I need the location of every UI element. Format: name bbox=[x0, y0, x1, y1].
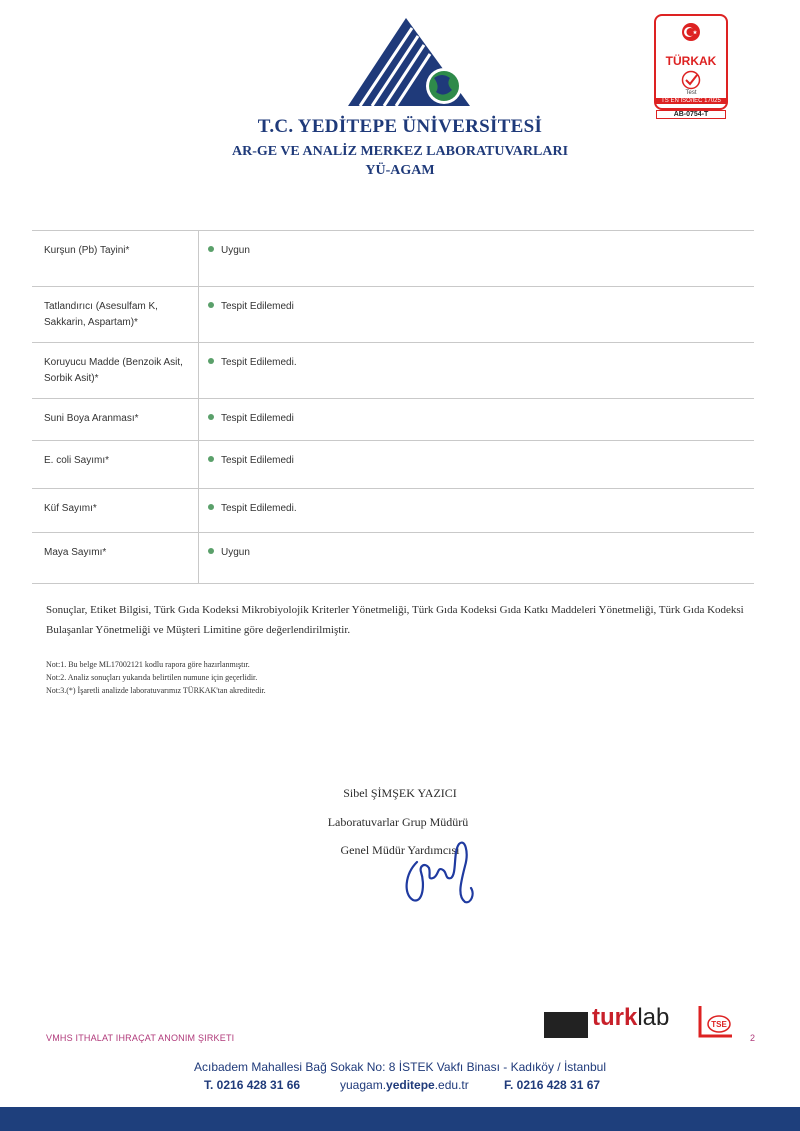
table-row bbox=[32, 440, 754, 488]
bullet-icon bbox=[208, 456, 214, 462]
bullet-icon bbox=[208, 504, 214, 510]
result-text: Tespit Edilemedi bbox=[221, 455, 294, 466]
yeditepe-logo bbox=[346, 14, 472, 108]
address: Acıbadem Mahallesi Bağ Sokak No: 8 İSTEK Vakfı Binası - Kadıköy / İstanbul bbox=[194, 1060, 606, 1074]
analysis-result bbox=[208, 411, 294, 427]
analysis-name: E. coli Sayımı* bbox=[44, 455, 110, 466]
result-text: Tespit Edilemedi bbox=[221, 413, 294, 424]
analysis-name: Maya Sayımı* bbox=[44, 547, 107, 558]
handwritten-signature-icon bbox=[395, 832, 480, 907]
result-text: Tespit Edilemedi bbox=[221, 301, 294, 312]
kosgeb-logo bbox=[544, 1012, 588, 1049]
turkak-code: AB-0754-T bbox=[656, 110, 726, 119]
result-text: Tespit Edilemedi. bbox=[221, 357, 297, 368]
lab-name: AR-GE VE ANALİZ MERKEZ LABORATUVARLARI bbox=[231, 144, 569, 159]
turkak-accreditation-badge bbox=[654, 14, 728, 122]
tse-logo bbox=[696, 1004, 736, 1040]
column-divider bbox=[198, 231, 199, 286]
table-row bbox=[32, 230, 754, 286]
fax-number: F. 0216 428 31 67 bbox=[504, 1078, 601, 1092]
phone-number: T. 0216 428 31 66 bbox=[204, 1078, 301, 1092]
column-divider bbox=[198, 533, 199, 583]
analysis-name: Küf Sayımı* bbox=[44, 503, 97, 514]
analysis-result bbox=[208, 453, 294, 469]
column-divider bbox=[198, 287, 199, 342]
analysis-result bbox=[208, 545, 250, 561]
table-row bbox=[32, 488, 754, 532]
page-number: 2 bbox=[750, 1033, 756, 1043]
website-domain: yeditepe bbox=[386, 1078, 435, 1092]
website-suffix: .edu.tr bbox=[434, 1078, 469, 1092]
column-divider bbox=[198, 343, 199, 398]
table-row bbox=[32, 342, 754, 398]
analysis-result bbox=[208, 355, 297, 371]
note-item: Not:2. Analiz sonuçları yukarıda belirtilen numune için geçerlidir. bbox=[46, 673, 258, 682]
column-divider bbox=[198, 489, 199, 532]
column-divider bbox=[198, 441, 199, 488]
website-prefix: yuagam. bbox=[340, 1078, 387, 1092]
check-circle-icon bbox=[679, 70, 703, 90]
website-link[interactable] bbox=[340, 1078, 469, 1092]
notes-list bbox=[46, 658, 546, 697]
turklab-turk: turk bbox=[592, 1004, 638, 1031]
signatory-title: Laboratuvarlar Grup Müdürü bbox=[327, 815, 469, 829]
analysis-name: Kurşun (Pb) Tayini* bbox=[44, 245, 130, 256]
bullet-icon bbox=[208, 548, 214, 554]
table-row bbox=[32, 286, 754, 342]
table-row bbox=[32, 532, 754, 584]
result-text: Uygun bbox=[221, 547, 250, 558]
crescent-star-icon bbox=[681, 22, 701, 42]
turkak-test-label: Test bbox=[685, 90, 697, 96]
note-item: Not:1. Bu belge ML17002121 kodlu rapora göre hazırlanmıştır. bbox=[46, 660, 250, 669]
results-table bbox=[32, 230, 754, 584]
analysis-result bbox=[208, 501, 297, 517]
note-item: Not:3.(*) İşaretli analizde laboratuvarımız TÜRKAK'tan akreditedir. bbox=[46, 686, 266, 695]
turklab-logo bbox=[592, 1004, 669, 1032]
footer-logos bbox=[544, 998, 740, 1049]
analysis-name: Koruyucu Madde (Benzoik Asit, Sorbik Asit)* bbox=[44, 357, 183, 384]
turkak-label: TÜRKAK bbox=[665, 54, 717, 68]
column-divider bbox=[198, 399, 199, 440]
bullet-icon bbox=[208, 414, 214, 420]
university-name: T.C. YEDİTEPE ÜNİVERSİTESİ bbox=[257, 116, 543, 137]
analysis-result bbox=[208, 299, 294, 315]
signatory-title-2: Genel Müdür Yardımcısı bbox=[340, 843, 460, 857]
tse-label: TSE bbox=[711, 1020, 727, 1029]
result-text: Uygun bbox=[221, 245, 250, 256]
analysis-result bbox=[208, 243, 250, 259]
bullet-icon bbox=[208, 302, 214, 308]
turkak-standard: TS EN ISO/IEC 17025 bbox=[656, 98, 726, 104]
signatory-name: Sibel ŞİMŞEK YAZICI bbox=[343, 786, 457, 800]
table-row bbox=[32, 398, 754, 440]
bullet-icon bbox=[208, 358, 214, 364]
analysis-name: Tatlandırıcı (Asesulfam K, Sakkarin, Aspartam)* bbox=[44, 301, 158, 328]
kosgeb-label: KOSGEB bbox=[550, 1042, 582, 1049]
result-text: Tespit Edilemedi. bbox=[221, 503, 297, 514]
bullet-icon bbox=[208, 246, 214, 252]
conclusion-text: Sonuçlar, Etiket Bilgisi, Türk Gıda Kodeksi Mikrobiyolojik Kriterler Yönetmeliği, Türk Gıda Kodeksi Gıda Katkı Maddeleri Yönetmeliği, Türk Gıda Kodeksi Bulaşanlar Yönetmeliği ve Müşteri Limitine göre değerlendirilmiştir. bbox=[46, 604, 744, 636]
turklab-lab: lab bbox=[637, 1004, 670, 1031]
company-name: VMHS ITHALAT IHRAÇAT ANONIM ŞIRKETI bbox=[46, 1033, 235, 1043]
analysis-name: Suni Boya Aranması* bbox=[44, 413, 139, 424]
footer-bar bbox=[0, 1107, 800, 1131]
lab-short-name: YÜ-AGAM bbox=[365, 163, 435, 178]
